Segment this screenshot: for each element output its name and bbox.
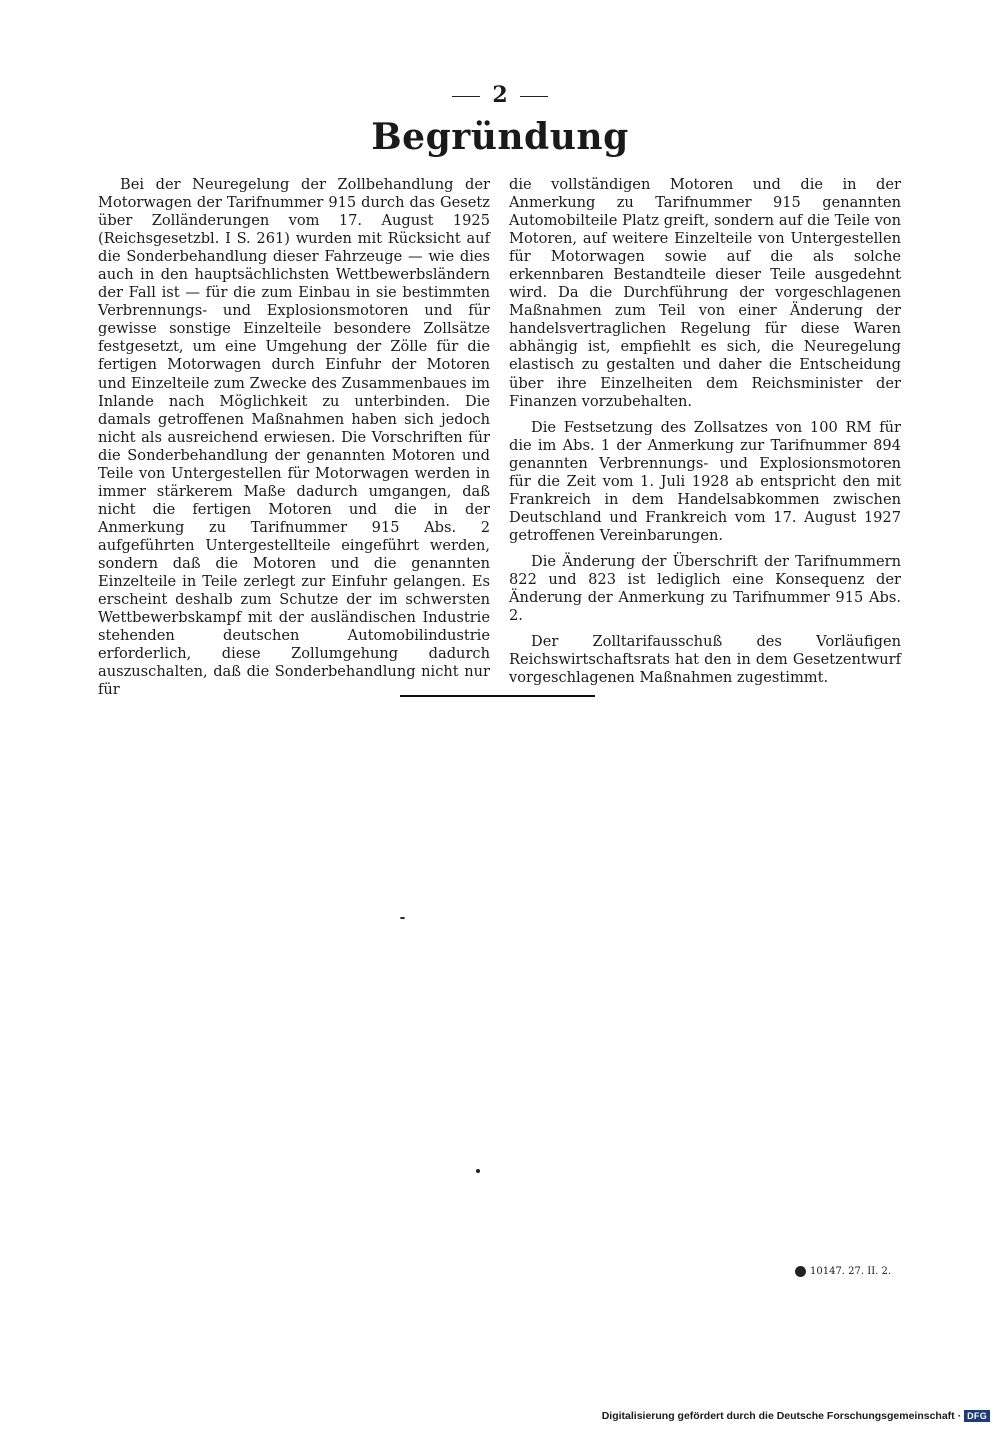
page-number bbox=[0, 82, 1000, 108]
printer-mark bbox=[795, 1266, 891, 1277]
right-column bbox=[509, 176, 901, 695]
scan-speck bbox=[476, 1169, 480, 1173]
left-column bbox=[98, 176, 490, 707]
page-number-right-dash bbox=[520, 96, 548, 97]
section-end-rule bbox=[400, 695, 595, 697]
right-paragraph-2: Die Festsetzung des Zollsatzes von 100 RM für die im Abs. 1 der Anmerkung zur Tarifnummer 894 genannten Verbrennungs- und Explosionsmotoren für die Zeit vom 1. Juli 1928 ab entspricht den mit Frankreich in dem Handelsabkommen zwischen Deutschland und Frankreich vom 17. August 1927 getroffenen Vereinbarungen. bbox=[509, 418, 901, 544]
page-number-left-dash bbox=[452, 96, 480, 97]
right-paragraph-3: Die Änderung der Überschrift der Tarifnummern 822 und 823 ist lediglich eine Konsequenz der Änderung der Anmerkung zu Tarifnummer 915 Abs. 2. bbox=[509, 552, 901, 625]
right-paragraph-4: Der Zolltarifausschuß des Vorläufigen Reichswirtschaftsrats hat den in dem Gesetzentwurf vorgeschlagenen Maßnahmen zugestimmt. bbox=[509, 633, 901, 687]
footer-text: Digitalisierung gefördert durch die Deutsche Forschungsgemeinschaft · bbox=[601, 1410, 962, 1422]
right-paragraph-1: die vollständigen Motoren und die in der Anmerkung zu Tarifnummer 915 genannten Automobilteile Platz greift, sondern auf die Teile von Motoren, auf weitere Einzelteile von Untergestellen für Motorwagen sowie auf die als solche erkennbaren Bestandteile dieser Teile ausgedehnt wird. Da die Durchführung der vorgeschlagenen Maßnahmen zum Teil von einer Änderung der handelsvertraglichen Regelung für diese Waren abhängig ist, empfiehlt es sich, die Neuregelung elastisch zu gestalten und daher die Entscheidung über ihre Einzelheiten dem Reichsminister der Finanzen vorzubehalten. bbox=[509, 176, 901, 410]
left-paragraph-1: Bei der Neuregelung der Zollbehandlung der Motorwagen der Tarifnummer 915 durch das Gesetz über Zolländerungen vom 17. August 1925 (Reichsgesetzbl. I S. 261) wurden mit Rücksicht auf die Sonderbehandlung dieser Fahrzeuge — wie dies auch in den hauptsächlichsten Wettbewerbsländern der Fall ist — für die zum Einbau in sie bestimmten Verbrennungs- und Explosionsmotoren und für gewisse sonstige Einzelteile besondere Zollsätze festgesetzt, um eine Umgehung der Zölle für die fertigen Motorwagen durch Einfuhr der Motoren und Einzelteile zum Zwecke des Zusammenbaues im Inlande nach Möglichkeit zu unterbinden. Die damals getroffenen Maßnahmen haben sich jedoch nicht als ausreichend erwiesen. Die Vorschriften für die Sonderbehandlung der genannten Motoren und Teile von Untergestellen für Motorwagen werden in immer stärkerem Maße dadurch umgangen, daß nicht die fertigen Motoren und die in der Anmerkung zu Tarifnummer 915 Abs. 2 aufgeführten Untergestellteile eingeführt werden, sondern daß die Motoren und die genannten Einzelteile in Teile zerlegt zur Einfuhr gelangen. Es erscheint deshalb zum Schutze der im schwersten Wettbewerbskampf mit der ausländischen Industrie stehenden deutschen Automobilindustrie erforderlich, diese Zollumgehung dadurch auszuschalten, daß die Sonderbehandlung nicht nur für bbox=[98, 176, 490, 699]
printer-seal-icon bbox=[795, 1266, 806, 1277]
page-number-text: 2 bbox=[492, 82, 508, 108]
scan-speck bbox=[400, 917, 405, 919]
section-title: Begründung bbox=[371, 116, 629, 158]
digitization-footer bbox=[600, 1410, 990, 1422]
dfg-logo: DFG bbox=[964, 1410, 990, 1422]
printer-mark-text: 10147. 27. II. 2. bbox=[810, 1266, 892, 1277]
